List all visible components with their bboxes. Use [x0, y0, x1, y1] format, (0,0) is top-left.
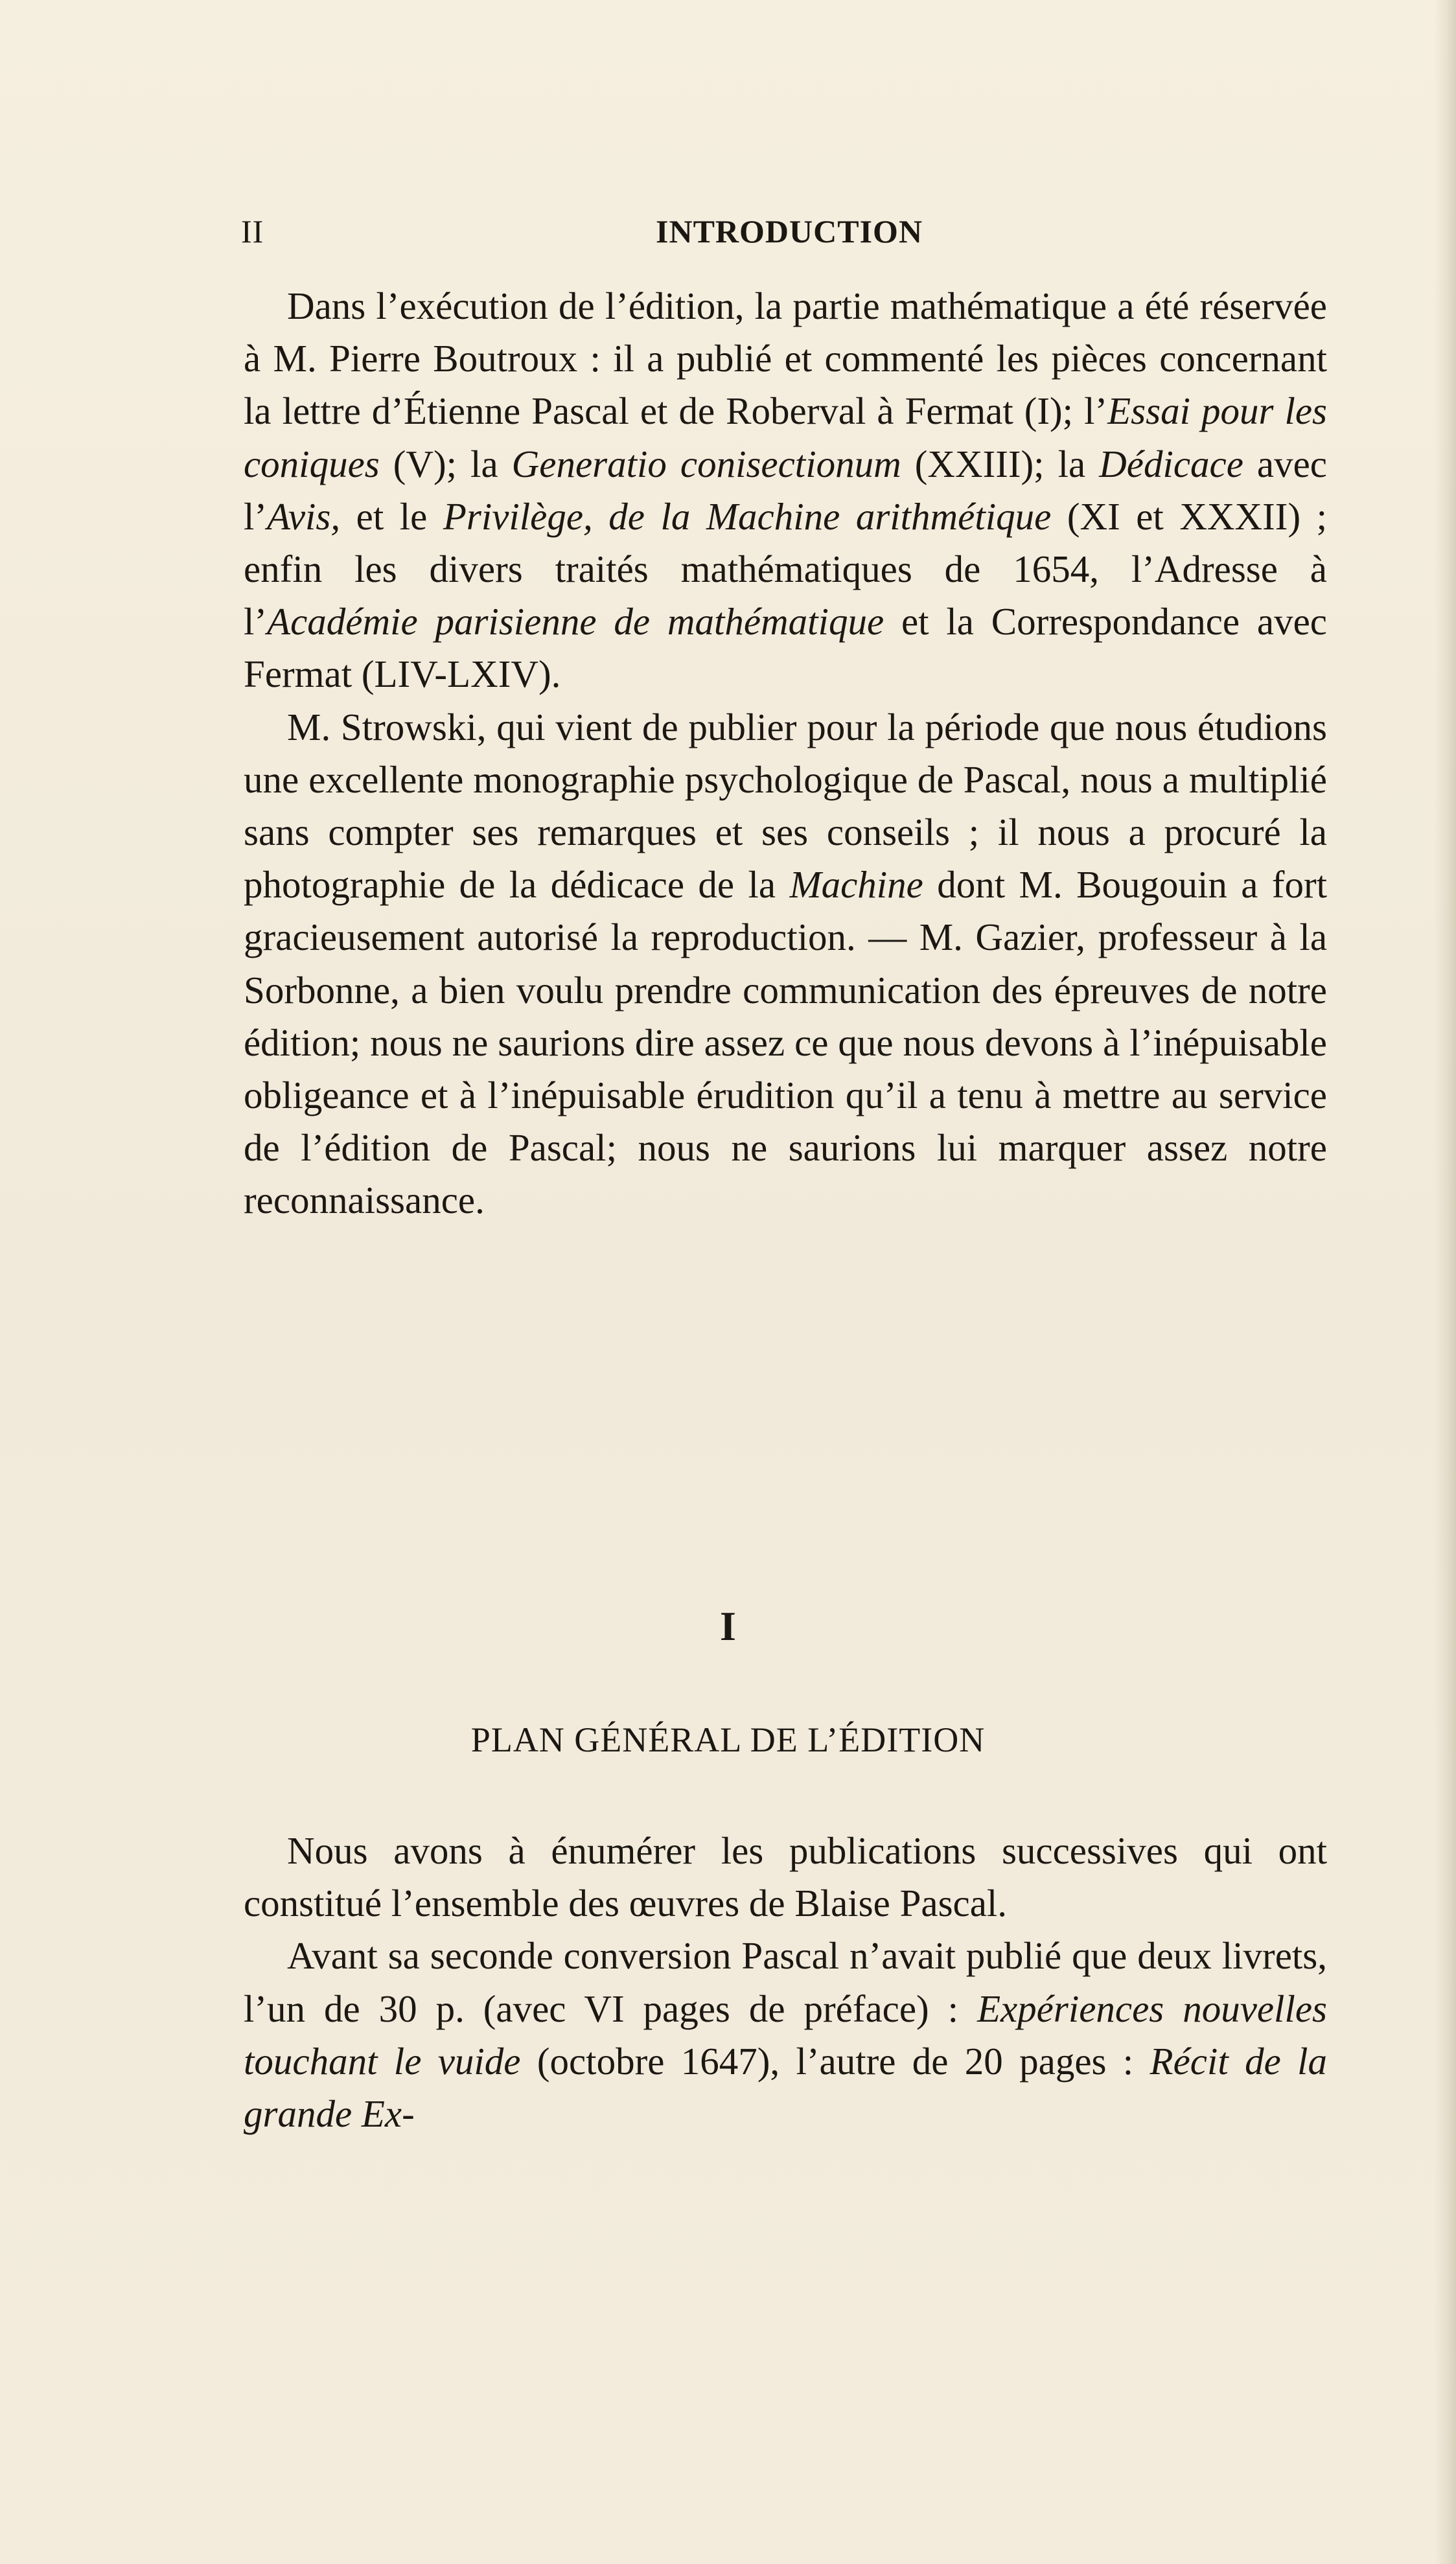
text-block-top	[244, 280, 1327, 1227]
paragraph-edition-credits: Dans l’exécution de l’édition, la partie mathématique a été réservée à M. Pierre Boutroux : il a publié et commenté les pièces concernant la lettre d’Étienne Pascal et de Roberval à Fermat (I); l’Essai pour les coniques (V); la Generatio conisectionum (XXIII); la Dédicace avec l’Avis, et le Privilège, de la Machine arithmétique (XI et XXXII) ; enfin les divers traités mathématiques de 1654, l’Adresse à l’Académie parisienne de mathématique et la Correspondance avec Fermat (LIV-LXIV).	[244, 284, 1328, 696]
paragraph-early-publications: Avant sa seconde conversion Pascal n’avait publié que deux livrets, l’un de 30 p. (avec VI pages de préface) : Expériences nouvelles touchant le vuide (octobre 1647), l’autre de 20 pages : Récit de la grande Ex-	[244, 1934, 1328, 2136]
paragraph-acknowledgements: M. Strowski, qui vient de publier pour la période que nous étudions une excellente monographie psychologique de Pascal, nous a multiplié sans compter ses remarques et ses conseils ; il nous a procuré la photographie de la dédicace de la Machine dont M. Bougouin a fort gracieusement autorisé la reproduction. — M. Gazier, professeur à la Sorbonne, a bien voulu prendre communication des épreuves de notre édition; nous ne saurions dire assez ce que nous devons à l’inépuisable obligeance et à l’inépuisable érudition qu’il a tenu à mettre au service de l’édition de Pascal; nous ne saurions lui marquer assez notre reconnaissance.	[244, 705, 1327, 1222]
page-edge-shadow	[1434, 0, 1456, 2564]
section-number: I	[720, 1603, 736, 1649]
section-title: PLAN GÉNÉRAL DE L’ÉDITION	[470, 1720, 986, 1759]
running-title: INTRODUCTION	[656, 213, 923, 249]
page-number: II	[241, 213, 264, 249]
text-block-bottom	[244, 1825, 1327, 2140]
running-head	[241, 213, 1323, 251]
paragraph-publications-intro: Nous avons à énumérer les publications successives qui ont constitué l’ensemble des œuvres de Blaise Pascal.	[244, 1829, 1327, 1925]
